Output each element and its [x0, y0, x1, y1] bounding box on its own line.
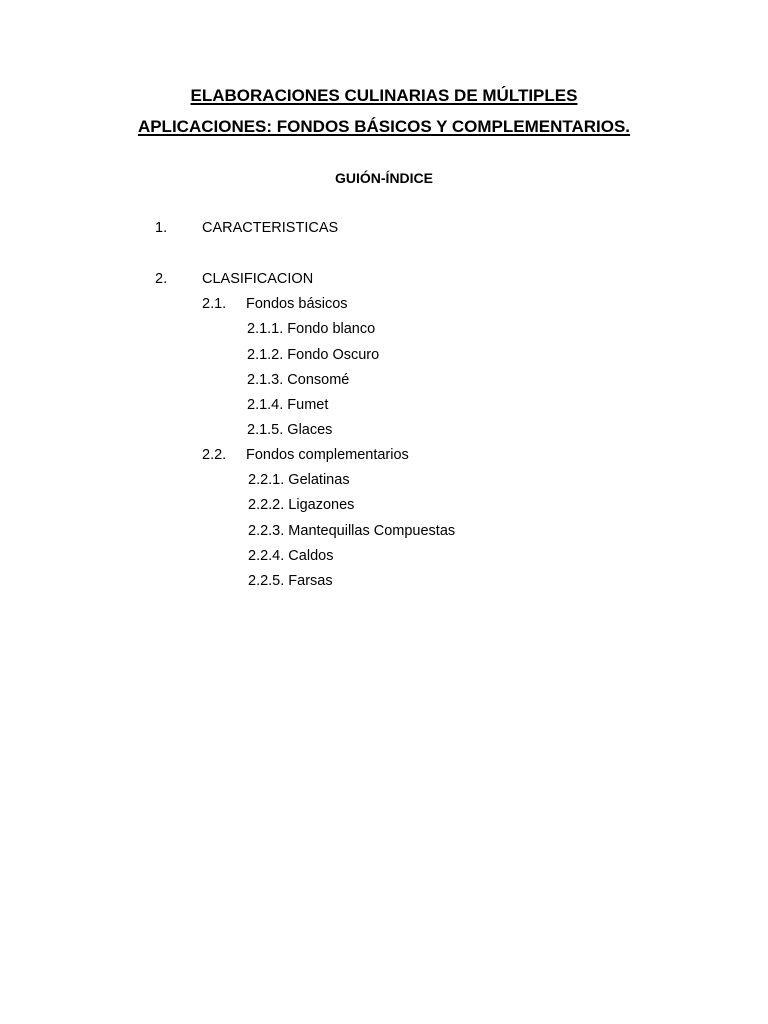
outline-item-2-1-4: 2.1.4. Fumet: [247, 397, 329, 413]
document-title-line-2: APLICACIONES: FONDOS BÁSICOS Y COMPLEMENTARIOS.: [137, 117, 631, 136]
outline-item-2-1-5: 2.1.5. Glaces: [247, 422, 333, 438]
outline-number: 2.1.: [202, 296, 227, 312]
document-title-line-1: ELABORACIONES CULINARIAS DE MÚLTIPLES: [190, 86, 578, 105]
outline-item-2-2-2: 2.2.2. Ligazones: [248, 497, 355, 513]
outline-item-2-1-3: 2.1.3. Consomé: [247, 372, 350, 388]
outline-label: CLASIFICACION: [202, 271, 314, 287]
outline-item-2-2-5: 2.2.5. Farsas: [248, 573, 333, 589]
outline-number: 2.2.: [202, 447, 227, 463]
outline-item-2-1-2: 2.1.2. Fondo Oscuro: [247, 347, 380, 363]
document-subtitle: GUIÓN-ÍNDICE: [335, 170, 433, 186]
outline-label: CARACTERISTICAS: [202, 220, 339, 236]
outline-label: Fondos básicos: [246, 296, 348, 312]
outline-item-2-1-1: 2.1.1. Fondo blanco: [247, 321, 376, 337]
outline-label: Fondos complementarios: [246, 447, 409, 463]
outline-number: 2.: [155, 271, 168, 287]
outline-item-2-2-1: 2.2.1. Gelatinas: [248, 472, 350, 488]
outline-number: 1.: [155, 220, 168, 236]
outline-item-2-2-3: 2.2.3. Mantequillas Compuestas: [248, 523, 456, 539]
outline-item-2-2-4: 2.2.4. Caldos: [248, 548, 334, 564]
